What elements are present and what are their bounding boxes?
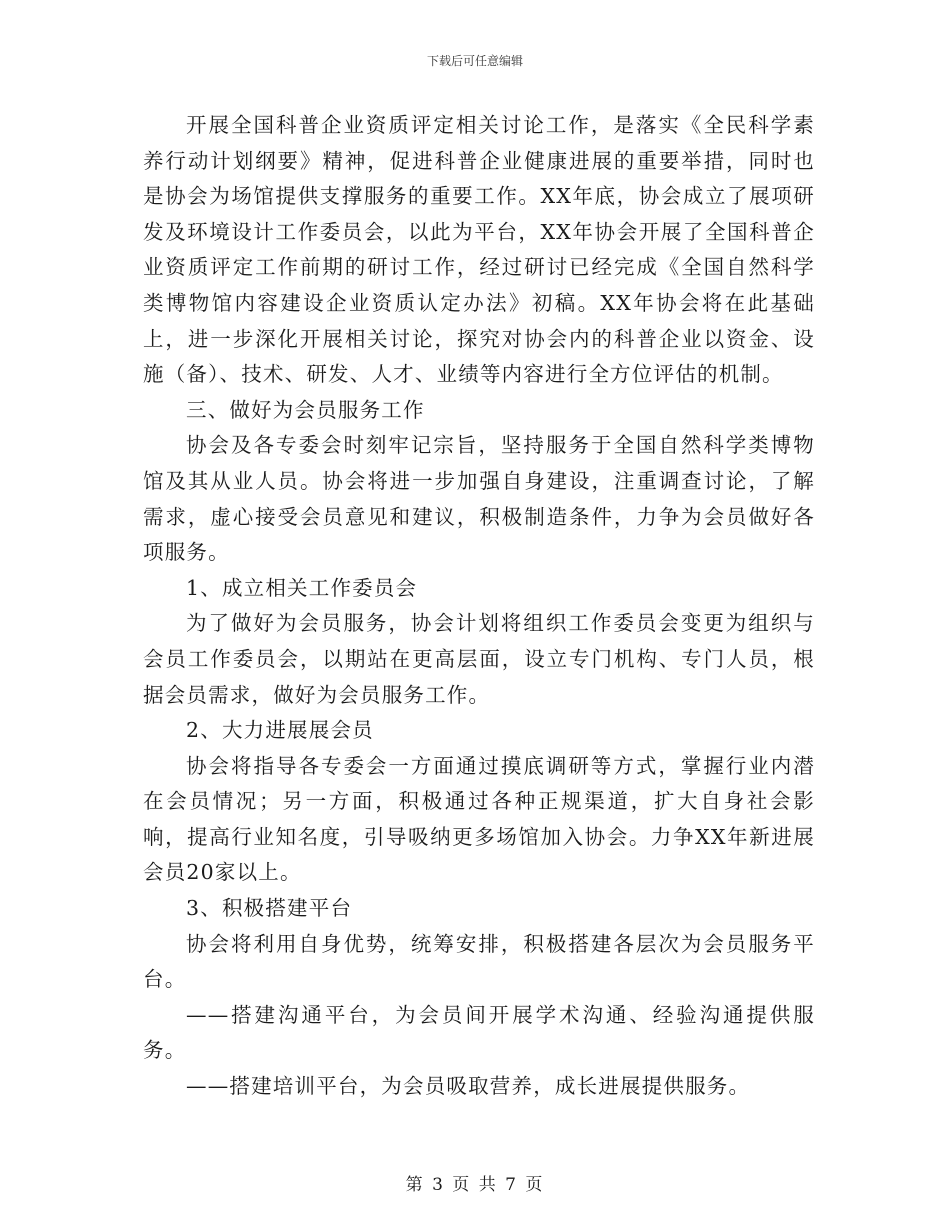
paragraph-build-platforms: 协会将利用自身优势，统筹安排，积极搭建各层次为会员服务平台。 [143, 931, 815, 992]
paragraph-establish-committee: 为了做好为会员服务，协会计划将组织工作委员会变更为组织与会员工作委员会，以期站在更高层面，设立专门机构、专门人员，根据会员需求，做好为会员服务工作。 [143, 611, 815, 707]
page-number-footer: 第 3 页 共 7 页 [405, 1175, 545, 1195]
download-editable-note: 下载后可任意编辑 [426, 54, 523, 68]
paragraph-member-service-intro: 协会及各专委会时刻牢记宗旨，坚持服务于全国自然科学类博物馆及其从业人员。协会将进一步加强自身建设，注重调查讨论，了解需求，虚心接受会员意见和建议，积极制造条件，力争为会员做好各项服务。 [143, 433, 815, 565]
paragraph-qualification-evaluation: 开展全国科普企业资质评定相关讨论工作，是落实《全民科学素养行动计划纲要》精神，促进科普企业健康进展的重要举措，同时也是协会为场馆提供支撑服务的重要工作。XX年底，协会成立了展项研发及环境设计工作委员会，以此为平台，XX年协会开展了全国科普企业资质评定工作前期的研讨工作，经过研讨已经完成《全国自然科学类博物馆内容建设企业资质认定办法》初稿。XX年协会将在此基础上，进一步深化开展相关讨论，探究对协会内的科普企业以资金、设施（备）、技术、研发、人才、业绩等内容进行全方位评估的机制。 [143, 113, 815, 387]
section-heading-member-service: 三、做好为会员服务工作 [186, 397, 425, 422]
subheading-develop-members: 2、大力进展展会员 [186, 718, 374, 743]
subheading-build-platforms: 3、积极搭建平台 [186, 896, 353, 921]
document-body [143, 108, 815, 1105]
subheading-establish-committee: 1、成立相关工作委员会 [186, 575, 418, 600]
list-item-training-platform: ——搭建培训平台，为会员吸取营养，成长进展提供服务。 [186, 1074, 751, 1099]
list-item-communication-platform: ——搭建沟通平台，为会员间开展学术沟通、经验沟通提供服务。 [143, 1002, 815, 1063]
paragraph-develop-members: 协会将指导各专委会一方面通过摸底调研等方式，掌握行业内潜在会员情况；另一方面，积极通过各种正规渠道，扩大自身社会影响，提高行业知名度，引导吸纳更多场馆加入协会。力争XX年新进展会员20家以上。 [143, 753, 815, 885]
